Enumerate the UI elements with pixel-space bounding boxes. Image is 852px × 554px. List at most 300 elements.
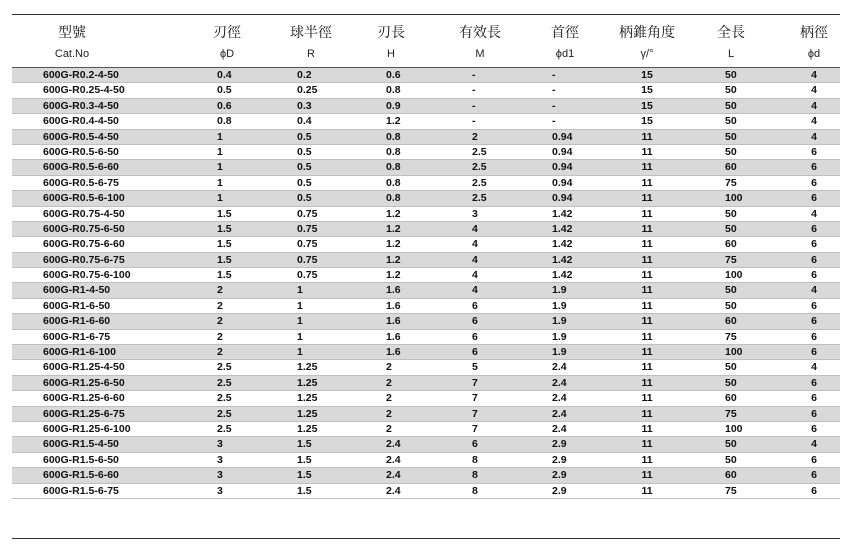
cell-blade-diameter: 2.5 — [217, 392, 232, 405]
cell-blade-length: 1.6 — [386, 330, 401, 343]
cell-ball-radius: 0.2 — [297, 69, 312, 81]
cell-blade-length: 0.8 — [386, 84, 401, 97]
cell-ball-radius: 0.5 — [297, 192, 312, 205]
cell-ball-radius: 0.75 — [297, 253, 318, 266]
cell-cat-no: 600G-R1.5-6-60 — [43, 469, 119, 482]
cell-blade-diameter: 1 — [217, 130, 223, 143]
table-row — [12, 191, 840, 206]
table-row — [12, 237, 840, 252]
cell-shank-taper-angle: 11 — [641, 269, 653, 282]
cell-blade-diameter: 1 — [217, 145, 223, 158]
cell-neck-diameter: - — [552, 84, 556, 97]
cell-shank-taper-angle: 15 — [641, 115, 653, 128]
cell-shank-taper-angle: 15 — [641, 69, 653, 81]
cell-blade-length: 0.9 — [386, 99, 401, 112]
cell-shank-taper-angle: 11 — [641, 392, 653, 405]
cell-ball-radius: 0.5 — [297, 130, 312, 143]
cell-overall-length: 75 — [725, 407, 737, 420]
cell-shank-diameter: 6 — [811, 238, 817, 251]
cell-blade-diameter: 0.4 — [217, 69, 232, 81]
cell-cat-no: 600G-R1-4-50 — [43, 284, 111, 297]
table-bottom-rule — [12, 538, 840, 539]
header-blade-diameter-en: ϕD — [219, 48, 235, 60]
cell-blade-diameter: 1.5 — [217, 222, 232, 235]
cell-blade-diameter: 0.8 — [217, 115, 232, 128]
cell-ball-radius: 0.5 — [297, 145, 312, 158]
table-row — [12, 68, 840, 83]
cell-neck-diameter: 0.94 — [552, 192, 573, 205]
table-row — [12, 437, 840, 452]
cell-blade-diameter: 2.5 — [217, 376, 232, 389]
cell-shank-taper-angle: 11 — [641, 284, 653, 297]
cell-blade-length: 1.2 — [386, 115, 401, 128]
cell-blade-diameter: 1 — [217, 161, 223, 174]
cell-shank-diameter: 6 — [811, 346, 817, 359]
cell-cat-no: 600G-R1.25-6-60 — [43, 392, 125, 405]
cell-blade-diameter: 1 — [217, 192, 223, 205]
cell-ball-radius: 0.25 — [297, 84, 318, 97]
header-shank-diameter — [782, 15, 846, 67]
table-header — [12, 15, 840, 67]
cell-overall-length: 50 — [725, 84, 737, 97]
header-blade-length-en: H — [387, 48, 395, 60]
cell-shank-diameter: 6 — [811, 222, 817, 235]
cell-effective-length: 2.5 — [472, 145, 487, 158]
cell-neck-diameter: - — [552, 115, 556, 128]
cell-blade-diameter: 1.5 — [217, 207, 232, 220]
table-row — [12, 253, 840, 268]
header-cat-no-zh: 型號 — [58, 24, 86, 40]
cell-shank-diameter: 4 — [811, 438, 817, 451]
cell-shank-taper-angle: 11 — [641, 192, 653, 205]
cell-effective-length: 2.5 — [472, 192, 487, 205]
cell-cat-no: 600G-R1.25-6-75 — [43, 407, 125, 420]
cell-blade-length: 2.4 — [386, 484, 401, 497]
cell-overall-length: 100 — [725, 346, 743, 359]
cell-blade-diameter: 2 — [217, 330, 223, 343]
header-ball-radius-en: R — [307, 48, 315, 60]
table-row — [12, 453, 840, 468]
cell-effective-length: 6 — [472, 299, 478, 312]
header-blade-diameter — [192, 15, 262, 67]
cell-neck-diameter: 0.94 — [552, 145, 573, 158]
cell-neck-diameter: 1.42 — [552, 238, 573, 251]
cell-effective-length: 2 — [472, 130, 478, 143]
cell-shank-taper-angle: 11 — [641, 453, 653, 466]
cell-shank-diameter: 6 — [811, 161, 817, 174]
header-ball-radius-zh: 球半徑 — [290, 24, 332, 40]
cell-neck-diameter: 1.42 — [552, 269, 573, 282]
cell-overall-length: 60 — [725, 315, 737, 328]
cell-shank-diameter: 6 — [811, 453, 817, 466]
cell-shank-taper-angle: 11 — [641, 299, 653, 312]
table-row — [12, 176, 840, 191]
cell-shank-taper-angle: 11 — [641, 222, 653, 235]
cell-effective-length: 2.5 — [472, 161, 487, 174]
cell-blade-diameter: 2 — [217, 315, 223, 328]
cell-neck-diameter: 2.9 — [552, 438, 567, 451]
cell-blade-length: 2 — [386, 392, 392, 405]
header-cat-no-en: Cat.No — [54, 48, 90, 60]
cell-shank-taper-angle: 11 — [641, 161, 653, 174]
cell-ball-radius: 0.75 — [297, 207, 318, 220]
cell-neck-diameter: 1.9 — [552, 284, 567, 297]
cell-neck-diameter: 2.4 — [552, 407, 567, 420]
cell-blade-length: 1.2 — [386, 238, 401, 251]
cell-shank-taper-angle: 15 — [641, 99, 653, 112]
cell-overall-length: 60 — [725, 161, 737, 174]
cell-overall-length: 100 — [725, 269, 743, 282]
cell-blade-length: 0.8 — [386, 161, 401, 174]
cell-effective-length: 8 — [472, 469, 478, 482]
cell-ball-radius: 1 — [297, 330, 303, 343]
table-row — [12, 114, 840, 129]
cell-cat-no: 600G-R1.25-6-100 — [43, 422, 131, 435]
cell-overall-length: 50 — [725, 130, 737, 143]
cell-blade-length: 2.4 — [386, 453, 401, 466]
table-row — [12, 160, 840, 175]
cell-shank-diameter: 6 — [811, 253, 817, 266]
cell-shank-taper-angle: 11 — [641, 438, 653, 451]
table-body — [12, 68, 840, 499]
header-cat-no — [12, 15, 132, 67]
cell-blade-length: 1.2 — [386, 207, 401, 220]
cell-ball-radius: 1.25 — [297, 361, 318, 374]
cell-effective-length: 4 — [472, 269, 478, 282]
cell-shank-taper-angle: 11 — [641, 238, 653, 251]
cell-cat-no: 600G-R0.2-4-50 — [43, 69, 119, 81]
table-row — [12, 145, 840, 160]
cell-shank-taper-angle: 11 — [641, 330, 653, 343]
cell-cat-no: 600G-R1-6-75 — [43, 330, 111, 343]
cell-blade-diameter: 0.6 — [217, 99, 232, 112]
cell-neck-diameter: 1.9 — [552, 315, 567, 328]
cell-shank-taper-angle: 11 — [641, 253, 653, 266]
cell-effective-length: 2.5 — [472, 176, 487, 189]
cell-blade-length: 2.4 — [386, 469, 401, 482]
table-row — [12, 314, 840, 329]
cell-cat-no: 600G-R0.75-6-60 — [43, 238, 125, 251]
cell-shank-taper-angle: 15 — [641, 84, 653, 97]
table-row — [12, 422, 840, 437]
cell-cat-no: 600G-R1.5-4-50 — [43, 438, 119, 451]
cell-shank-diameter: 6 — [811, 145, 817, 158]
cell-effective-length: 7 — [472, 407, 478, 420]
cell-effective-length: - — [472, 69, 476, 81]
cell-cat-no: 600G-R1.25-6-50 — [43, 376, 125, 389]
cell-ball-radius: 1.25 — [297, 376, 318, 389]
cell-shank-taper-angle: 11 — [641, 361, 653, 374]
header-overall-length-zh: 全長 — [717, 24, 745, 40]
header-shank-diameter-en: ϕd — [807, 48, 821, 60]
cell-ball-radius: 1 — [297, 346, 303, 359]
cell-blade-length: 0.8 — [386, 192, 401, 205]
cell-cat-no: 600G-R0.5-6-60 — [43, 161, 119, 174]
cell-overall-length: 50 — [725, 222, 737, 235]
cell-ball-radius: 0.75 — [297, 238, 318, 251]
cell-overall-length: 75 — [725, 330, 737, 343]
header-shank-taper-angle-zh: 柄錐角度 — [619, 24, 675, 40]
cell-neck-diameter: 0.94 — [552, 161, 573, 174]
cell-ball-radius: 1.5 — [297, 484, 312, 497]
cell-shank-diameter: 4 — [811, 284, 817, 297]
cell-cat-no: 600G-R0.3-4-50 — [43, 99, 119, 112]
cell-shank-diameter: 6 — [811, 407, 817, 420]
cell-shank-diameter: 6 — [811, 376, 817, 389]
cell-ball-radius: 0.4 — [297, 115, 312, 128]
table-row — [12, 130, 840, 145]
cell-effective-length: 7 — [472, 376, 478, 389]
table-row — [12, 222, 840, 237]
cell-neck-diameter: 2.4 — [552, 392, 567, 405]
cell-blade-length: 2 — [386, 376, 392, 389]
cell-shank-diameter: 6 — [811, 484, 817, 497]
table-row — [12, 207, 840, 222]
cell-effective-length: - — [472, 84, 476, 97]
cell-neck-diameter: 1.42 — [552, 222, 573, 235]
cell-neck-diameter: - — [552, 99, 556, 112]
cell-blade-diameter: 1.5 — [217, 253, 232, 266]
table-row — [12, 330, 840, 345]
cell-overall-length: 75 — [725, 253, 737, 266]
cell-neck-diameter: 1.9 — [552, 346, 567, 359]
cell-overall-length: 50 — [725, 115, 737, 128]
cell-shank-diameter: 6 — [811, 392, 817, 405]
cell-blade-diameter: 2 — [217, 284, 223, 297]
cell-ball-radius: 1 — [297, 299, 303, 312]
cell-effective-length: - — [472, 99, 476, 112]
header-overall-length — [696, 15, 766, 67]
cell-neck-diameter: - — [552, 69, 556, 81]
cell-blade-diameter: 1.5 — [217, 269, 232, 282]
cell-shank-taper-angle: 11 — [641, 346, 653, 359]
cell-overall-length: 50 — [725, 284, 737, 297]
table-row — [12, 283, 840, 298]
cell-cat-no: 600G-R1-6-100 — [43, 346, 116, 359]
cell-blade-length: 2 — [386, 407, 392, 420]
cell-cat-no: 600G-R1-6-60 — [43, 315, 111, 328]
cell-blade-diameter: 2.5 — [217, 361, 232, 374]
cell-effective-length: 4 — [472, 238, 478, 251]
cell-ball-radius: 0.75 — [297, 269, 318, 282]
cell-blade-length: 1.2 — [386, 253, 401, 266]
table-row — [12, 376, 840, 391]
cell-shank-diameter: 6 — [811, 422, 817, 435]
cell-shank-diameter: 6 — [811, 269, 817, 282]
table-row — [12, 468, 840, 483]
cell-shank-diameter: 6 — [811, 469, 817, 482]
cell-blade-diameter: 3 — [217, 453, 223, 466]
cell-shank-taper-angle: 11 — [641, 484, 653, 497]
cell-blade-diameter: 3 — [217, 438, 223, 451]
cell-shank-taper-angle: 11 — [641, 145, 653, 158]
cell-neck-diameter: 0.94 — [552, 130, 573, 143]
cell-neck-diameter: 1.42 — [552, 253, 573, 266]
cell-ball-radius: 1.5 — [297, 438, 312, 451]
cell-effective-length: 6 — [472, 330, 478, 343]
cell-blade-diameter: 2.5 — [217, 407, 232, 420]
cell-ball-radius: 0.5 — [297, 161, 312, 174]
cell-shank-diameter: 6 — [811, 192, 817, 205]
cell-ball-radius: 0.5 — [297, 176, 312, 189]
cell-overall-length: 60 — [725, 392, 737, 405]
cell-overall-length: 50 — [725, 69, 737, 81]
cell-neck-diameter: 1.9 — [552, 330, 567, 343]
header-neck-diameter-en: ϕd1 — [555, 48, 575, 60]
cell-blade-length: 0.8 — [386, 176, 401, 189]
cell-effective-length: - — [472, 115, 476, 128]
cell-cat-no: 600G-R0.75-4-50 — [43, 207, 125, 220]
cell-effective-length: 6 — [472, 346, 478, 359]
cell-effective-length: 8 — [472, 453, 478, 466]
cell-cat-no: 600G-R0.25-4-50 — [43, 84, 125, 97]
cell-effective-length: 5 — [472, 361, 478, 374]
cell-blade-length: 2.4 — [386, 438, 401, 451]
cell-blade-length: 2 — [386, 422, 392, 435]
cell-shank-diameter: 4 — [811, 361, 817, 374]
cell-neck-diameter: 1.42 — [552, 207, 573, 220]
cell-blade-diameter: 3 — [217, 469, 223, 482]
cell-ball-radius: 1.25 — [297, 407, 318, 420]
cell-shank-taper-angle: 11 — [641, 315, 653, 328]
cell-effective-length: 8 — [472, 484, 478, 497]
cell-blade-length: 1.6 — [386, 346, 401, 359]
cell-overall-length: 50 — [725, 361, 737, 374]
table-row — [12, 299, 840, 314]
cell-blade-length: 1.2 — [386, 269, 401, 282]
cell-effective-length: 4 — [472, 284, 478, 297]
header-neck-diameter — [530, 15, 600, 67]
cell-neck-diameter: 2.4 — [552, 422, 567, 435]
header-overall-length-en: L — [727, 48, 735, 60]
cell-shank-taper-angle: 11 — [641, 469, 653, 482]
cell-ball-radius: 1 — [297, 284, 303, 297]
cell-overall-length: 50 — [725, 299, 737, 312]
cell-neck-diameter: 2.4 — [552, 376, 567, 389]
cell-blade-diameter: 0.5 — [217, 84, 232, 97]
cell-shank-diameter: 4 — [811, 99, 817, 112]
header-effective-length-zh: 有效長 — [459, 24, 501, 40]
cell-overall-length: 50 — [725, 376, 737, 389]
cell-ball-radius: 1.25 — [297, 392, 318, 405]
table-row — [12, 83, 840, 98]
cell-shank-diameter: 4 — [811, 130, 817, 143]
cell-neck-diameter: 0.94 — [552, 176, 573, 189]
cell-cat-no: 600G-R1.25-4-50 — [43, 361, 125, 374]
cell-overall-length: 100 — [725, 192, 743, 205]
cell-effective-length: 4 — [472, 222, 478, 235]
table-row — [12, 268, 840, 283]
table-row — [12, 345, 840, 360]
cell-blade-length: 0.8 — [386, 130, 401, 143]
cell-shank-diameter: 6 — [811, 330, 817, 343]
cell-effective-length: 7 — [472, 392, 478, 405]
table-row — [12, 360, 840, 375]
header-effective-length-en: M — [475, 48, 485, 60]
cell-blade-diameter: 2.5 — [217, 422, 232, 435]
cell-overall-length: 60 — [725, 238, 737, 251]
cell-effective-length: 4 — [472, 253, 478, 266]
header-neck-diameter-zh: 首徑 — [551, 24, 579, 40]
cell-overall-length: 75 — [725, 176, 737, 189]
cell-overall-length: 50 — [725, 207, 737, 220]
cell-neck-diameter: 2.9 — [552, 453, 567, 466]
cell-cat-no: 600G-R1.5-6-75 — [43, 484, 119, 497]
cell-cat-no: 600G-R0.4-4-50 — [43, 115, 119, 128]
cell-blade-length: 1.6 — [386, 315, 401, 328]
cell-blade-diameter: 2 — [217, 299, 223, 312]
cell-blade-diameter: 2 — [217, 346, 223, 359]
cell-effective-length: 3 — [472, 207, 478, 220]
cell-neck-diameter: 2.4 — [552, 361, 567, 374]
header-shank-taper-angle-en: γ/° — [640, 48, 654, 60]
cell-overall-length: 75 — [725, 484, 737, 497]
table-row — [12, 391, 840, 406]
cell-shank-taper-angle: 11 — [641, 130, 653, 143]
header-blade-diameter-zh: 刃徑 — [213, 24, 241, 40]
cell-shank-diameter: 6 — [811, 315, 817, 328]
cell-effective-length: 7 — [472, 422, 478, 435]
cell-effective-length: 6 — [472, 315, 478, 328]
cell-ball-radius: 1.5 — [297, 469, 312, 482]
cell-ball-radius: 1.25 — [297, 422, 318, 435]
cell-shank-taper-angle: 11 — [641, 376, 653, 389]
cell-blade-diameter: 1.5 — [217, 238, 232, 251]
cell-blade-length: 1.6 — [386, 284, 401, 297]
cell-blade-length: 1.6 — [386, 299, 401, 312]
cell-ball-radius: 1 — [297, 315, 303, 328]
header-blade-length-zh: 刃長 — [377, 24, 405, 40]
cell-blade-length: 2 — [386, 361, 392, 374]
cell-blade-length: 0.8 — [386, 145, 401, 158]
header-blade-length — [356, 15, 426, 67]
cell-shank-diameter: 4 — [811, 69, 817, 81]
cell-shank-taper-angle: 11 — [641, 407, 653, 420]
cell-cat-no: 600G-R0.5-6-50 — [43, 145, 119, 158]
cell-shank-diameter: 6 — [811, 176, 817, 189]
header-effective-length — [442, 15, 518, 67]
cell-overall-length: 60 — [725, 469, 737, 482]
table-row — [12, 99, 840, 114]
table-row — [12, 484, 840, 499]
header-shank-taper-angle — [605, 15, 689, 67]
cell-overall-length: 50 — [725, 99, 737, 112]
cell-shank-diameter: 4 — [811, 115, 817, 128]
cell-overall-length: 50 — [725, 438, 737, 451]
cell-cat-no: 600G-R0.75-6-100 — [43, 269, 131, 282]
cell-overall-length: 50 — [725, 145, 737, 158]
cell-shank-diameter: 4 — [811, 84, 817, 97]
cell-ball-radius: 1.5 — [297, 453, 312, 466]
cell-shank-taper-angle: 11 — [641, 176, 653, 189]
cell-ball-radius: 0.3 — [297, 99, 312, 112]
cell-shank-taper-angle: 11 — [641, 207, 653, 220]
cell-neck-diameter: 1.9 — [552, 299, 567, 312]
cell-blade-diameter: 1 — [217, 176, 223, 189]
cell-cat-no: 600G-R1.5-6-50 — [43, 453, 119, 466]
header-ball-radius — [276, 15, 346, 67]
cell-effective-length: 6 — [472, 438, 478, 451]
cell-cat-no: 600G-R0.5-4-50 — [43, 130, 119, 143]
cell-blade-length: 0.6 — [386, 69, 401, 81]
cell-overall-length: 50 — [725, 453, 737, 466]
cell-cat-no: 600G-R1-6-50 — [43, 299, 111, 312]
cell-shank-diameter: 6 — [811, 299, 817, 312]
cell-shank-taper-angle: 11 — [641, 422, 653, 435]
table-row — [12, 407, 840, 422]
cell-overall-length: 100 — [725, 422, 743, 435]
cell-cat-no: 600G-R0.75-6-75 — [43, 253, 125, 266]
